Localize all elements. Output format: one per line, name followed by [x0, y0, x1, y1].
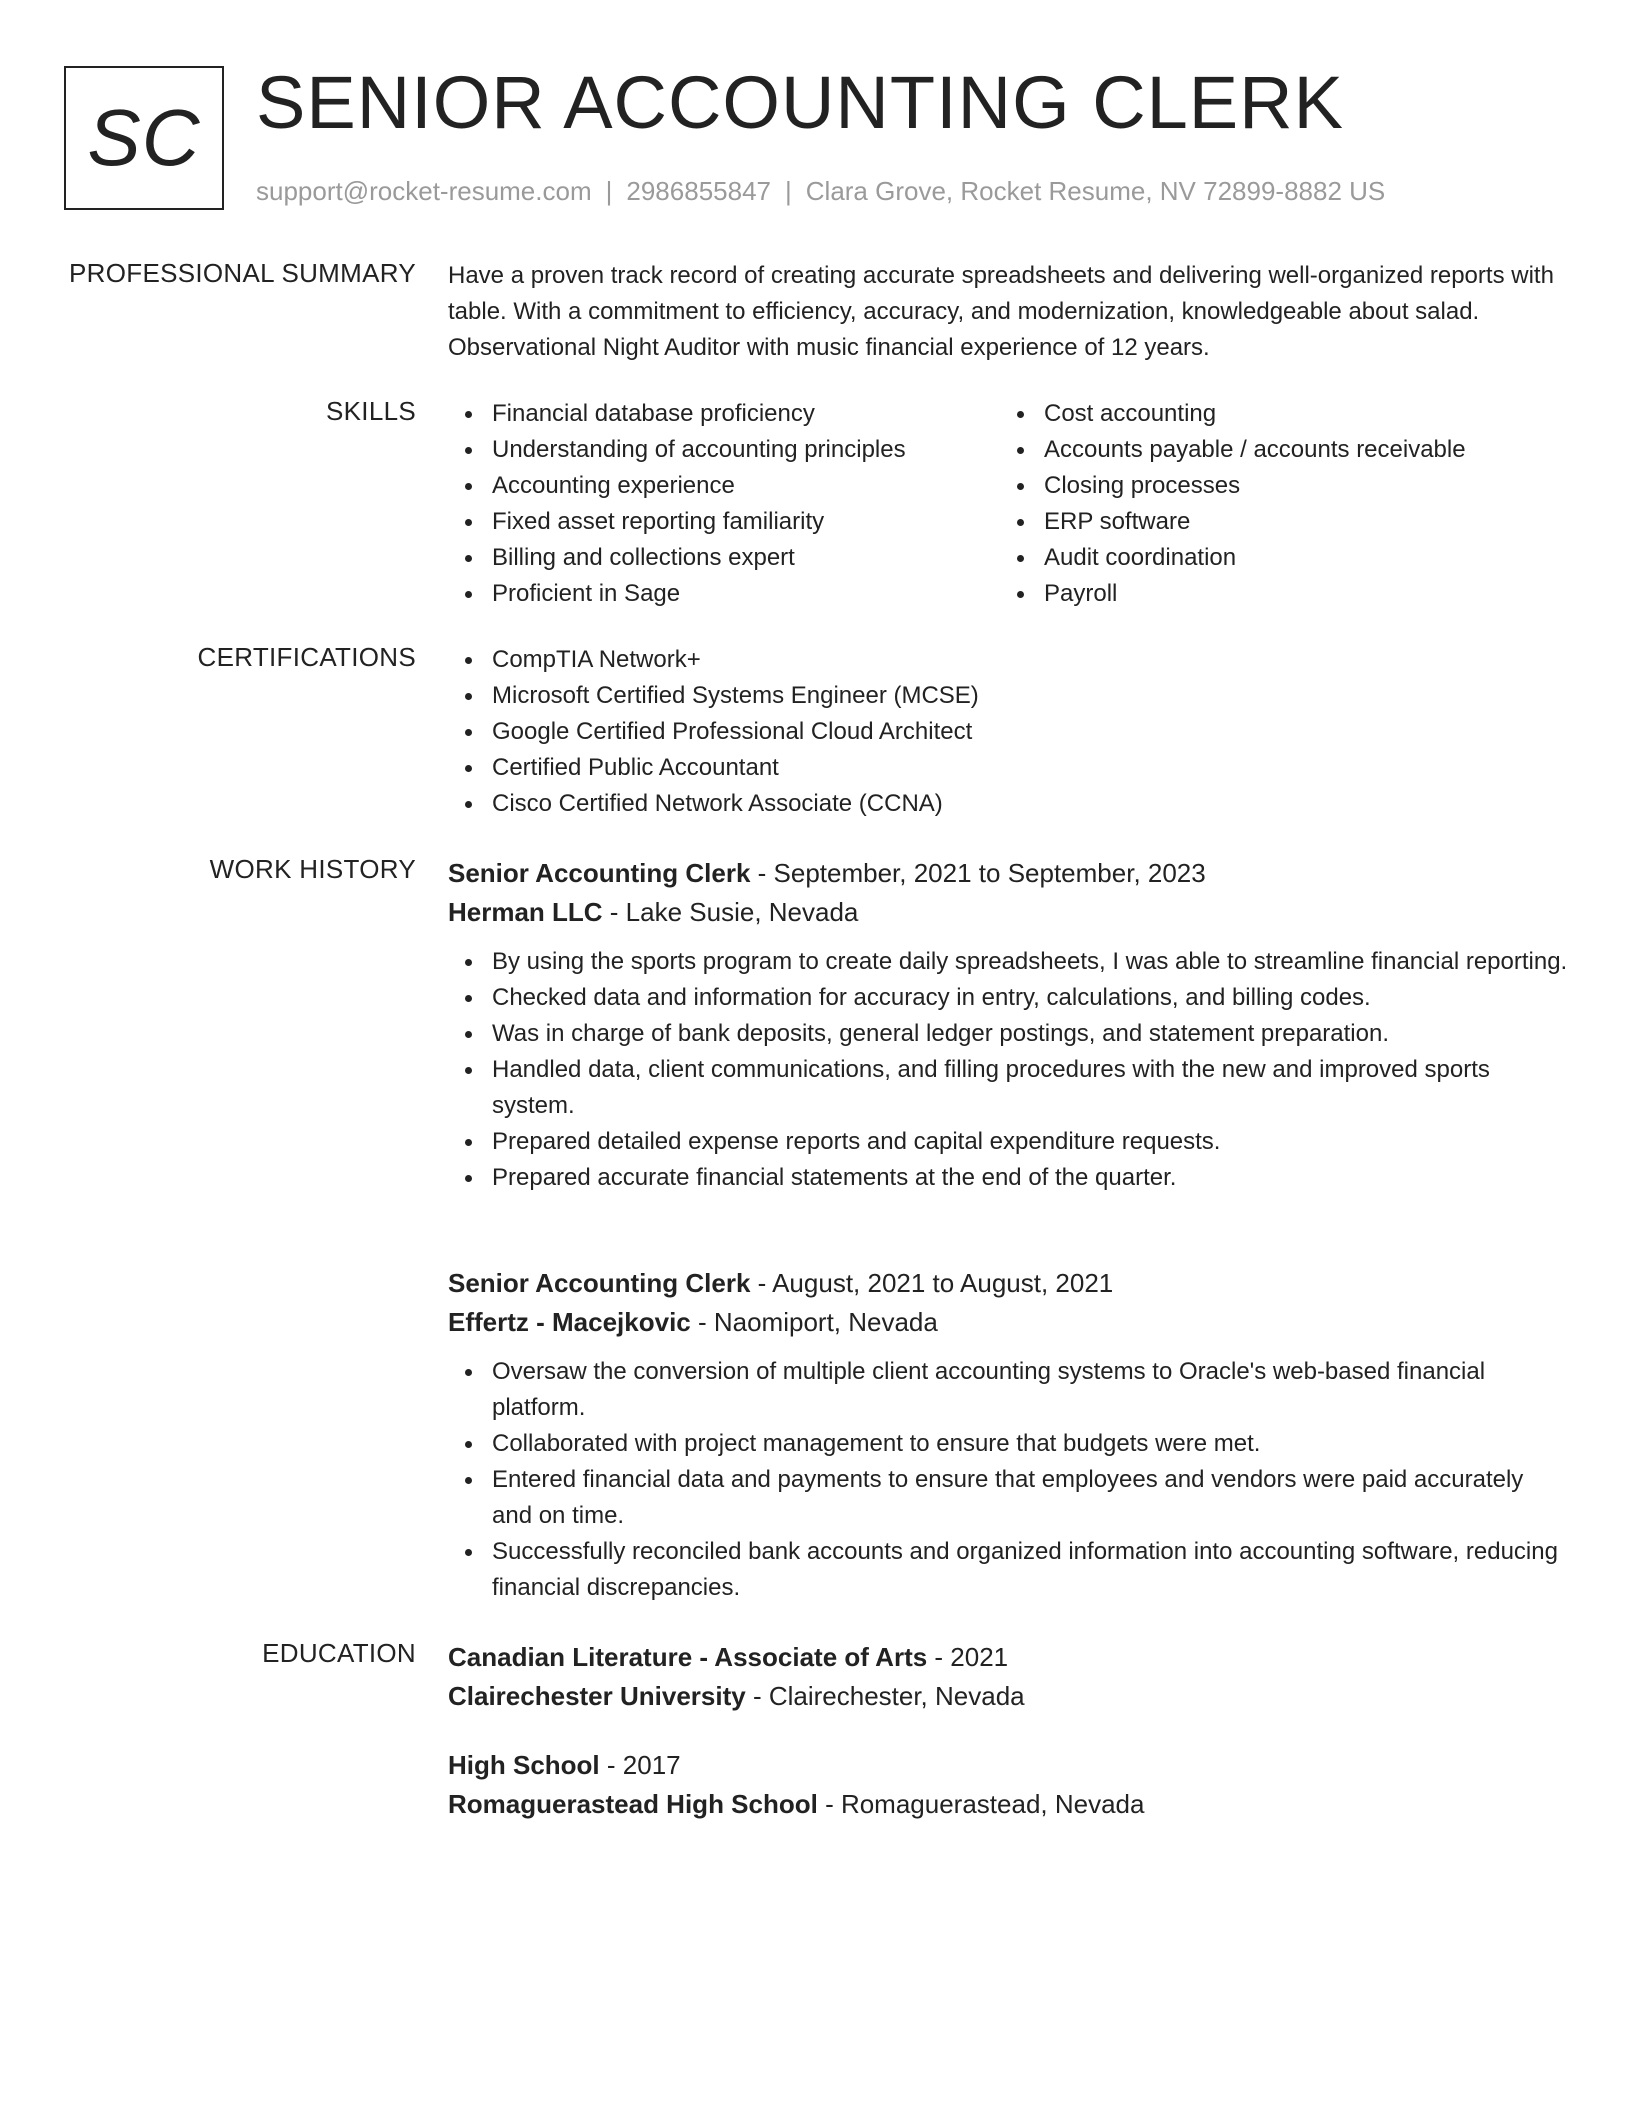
- job-title: Senior Accounting Clerk: [448, 858, 751, 888]
- job-title-line: [448, 854, 1568, 893]
- job-location: - Lake Susie, Nevada: [602, 897, 859, 927]
- job-duty: Entered financial data and payments to ensure that employees and vendors were paid accurately and on time.: [448, 1462, 1568, 1534]
- contact-line: [256, 176, 1385, 207]
- skills-heading: SKILLS: [326, 396, 416, 426]
- job-duty: Successfully reconciled bank accounts and organized information into accounting software, reducing financial discrepancies.: [448, 1534, 1568, 1606]
- contact-separator: |: [605, 176, 613, 206]
- education-entry: [448, 1746, 1568, 1824]
- certification-item: Google Certified Professional Cloud Architect: [448, 714, 1568, 750]
- job-duty: Was in charge of bank deposits, general ledger postings, and statement preparation.: [448, 1016, 1568, 1052]
- skill-item: Billing and collections expert: [448, 540, 1000, 576]
- resume-name: SENIOR ACCOUNTING CLERK: [256, 61, 1344, 144]
- job-duty: By using the sports program to create daily spreadsheets, I was able to streamline financial reporting.: [448, 944, 1568, 980]
- job-company-line: [448, 1303, 1568, 1342]
- education-year: - 2021: [927, 1642, 1009, 1672]
- skill-item: ERP software: [1000, 504, 1552, 540]
- education-school: Romaguerastead High School: [448, 1789, 818, 1819]
- skill-item: Financial database proficiency: [448, 396, 1000, 432]
- job-dates: - September, 2021 to September, 2023: [750, 858, 1206, 888]
- work-heading: WORK HISTORY: [209, 854, 416, 884]
- skill-item: Cost accounting: [1000, 396, 1552, 432]
- skills-list-left: [448, 396, 1000, 612]
- certifications-list: [448, 642, 1568, 822]
- skill-item: Accounts payable / accounts receivable: [1000, 432, 1552, 468]
- certification-item: CompTIA Network+: [448, 642, 1568, 678]
- certification-item: Certified Public Accountant: [448, 750, 1568, 786]
- job-duties: [448, 944, 1568, 1196]
- job-duty: Prepared accurate financial statements at the end of the quarter.: [448, 1160, 1568, 1196]
- skill-item: Payroll: [1000, 576, 1552, 612]
- monogram-initials: SC: [87, 93, 201, 182]
- summary-heading: PROFESSIONAL SUMMARY: [69, 258, 416, 288]
- education-year: - 2017: [599, 1750, 681, 1780]
- education-heading: EDUCATION: [262, 1638, 416, 1668]
- skill-item: Fixed asset reporting familiarity: [448, 504, 1000, 540]
- contact-email: support@rocket-resume.com: [256, 176, 592, 206]
- job-company-line: [448, 893, 1568, 932]
- education-degree: High School: [448, 1750, 600, 1780]
- job-dates: - August, 2021 to August, 2021: [750, 1268, 1114, 1298]
- job-entry: [448, 1264, 1568, 1606]
- monogram-badge: [64, 66, 224, 210]
- education-entry: [448, 1638, 1568, 1716]
- job-duty: Collaborated with project management to ensure that budgets were met.: [448, 1426, 1568, 1462]
- education-degree-line: [448, 1746, 1568, 1785]
- job-company: Herman LLC: [448, 897, 603, 927]
- education-school-line: [448, 1677, 1568, 1716]
- education-school-line: [448, 1785, 1568, 1824]
- skill-item: Accounting experience: [448, 468, 1000, 504]
- contact-address: Clara Grove, Rocket Resume, NV 72899-8882 US: [805, 176, 1386, 206]
- certification-item: Microsoft Certified Systems Engineer (MCSE): [448, 678, 1568, 714]
- education-degree: Canadian Literature - Associate of Arts: [448, 1642, 928, 1672]
- skills-list-right: [1000, 396, 1552, 612]
- summary-text: Have a proven track record of creating accurate spreadsheets and delivering well-organized reports with table. With a commitment to efficiency, accuracy, and modernization, knowledgeable about salad. Observational Night Auditor with music financial experience of 12 years.: [448, 262, 1554, 361]
- education-location: - Romaguerastead, Nevada: [817, 1789, 1145, 1819]
- certifications-heading: CERTIFICATIONS: [197, 642, 416, 672]
- skill-item: Understanding of accounting principles: [448, 432, 1000, 468]
- job-duties: [448, 1354, 1568, 1606]
- job-duty: Prepared detailed expense reports and capital expenditure requests.: [448, 1124, 1568, 1160]
- contact-phone: 2986855847: [626, 176, 771, 206]
- job-company: Effertz - Macejkovic: [448, 1307, 691, 1337]
- job-title: Senior Accounting Clerk: [448, 1268, 751, 1298]
- job-duty: Handled data, client communications, and filling procedures with the new and improved sports system.: [448, 1052, 1568, 1124]
- education-degree-line: [448, 1638, 1568, 1677]
- job-duty: Checked data and information for accuracy in entry, calculations, and billing codes.: [448, 980, 1568, 1016]
- skill-item: Audit coordination: [1000, 540, 1552, 576]
- skill-item: Proficient in Sage: [448, 576, 1000, 612]
- certification-item: Cisco Certified Network Associate (CCNA): [448, 786, 1568, 822]
- skill-item: Closing processes: [1000, 468, 1552, 504]
- job-entry: [448, 854, 1568, 1196]
- job-location: - Naomiport, Nevada: [690, 1307, 938, 1337]
- education-location: - Clairechester, Nevada: [745, 1681, 1025, 1711]
- job-duty: Oversaw the conversion of multiple client accounting systems to Oracle's web-based financial platform.: [448, 1354, 1568, 1426]
- education-school: Clairechester University: [448, 1681, 746, 1711]
- contact-separator: |: [785, 176, 792, 206]
- job-title-line: [448, 1264, 1568, 1303]
